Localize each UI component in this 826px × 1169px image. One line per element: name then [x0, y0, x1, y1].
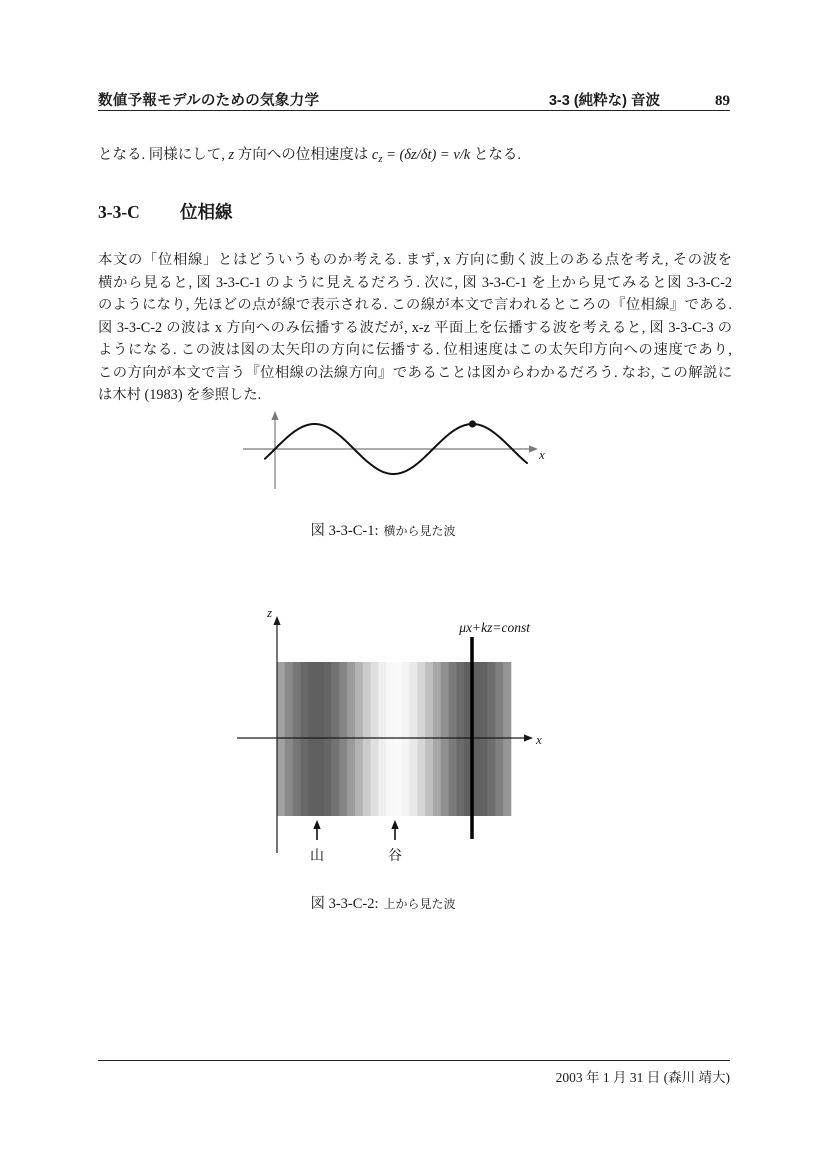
gradient-stripe: [449, 662, 457, 816]
section-heading: [98, 199, 233, 224]
header-left-title: 数値予報モデルのための気象力学: [98, 93, 320, 109]
intro-text-mid: 方向への位相速度は: [234, 147, 372, 163]
fig1-x-axis-arrow-icon: [529, 445, 538, 452]
math-var-z: z: [228, 147, 235, 163]
gradient-stripe: [285, 662, 293, 816]
gradient-stripe: [456, 662, 464, 816]
figure-sine-wave: [240, 407, 550, 507]
fig2-x-axis-arrow-icon: [524, 734, 533, 741]
gradient-stripe: [480, 662, 488, 816]
section-title: 位相線: [180, 202, 233, 222]
gradient-stripe: [503, 662, 511, 816]
intro-paragraph: [98, 145, 738, 170]
gradient-stripe: [402, 662, 410, 816]
page-header: [98, 89, 730, 110]
figure-top-view-wave: [230, 603, 550, 871]
trough-arrow-icon: [391, 820, 398, 829]
body-line: 横から見ると, 図 3-3-C-1 のように見えるだろう. 次に, 図 3-3-C-1 を上から見てみると図 3-3-C-2: [98, 274, 732, 291]
gradient-stripe: [386, 662, 394, 816]
peak-label: 山: [310, 847, 324, 863]
math-var-c: c: [371, 147, 379, 163]
intro-text-pre: となる. 同様にして,: [98, 147, 229, 163]
gradient-stripe: [363, 662, 371, 816]
gradient-stripe: [339, 662, 347, 816]
math-sub-z: z: [378, 154, 383, 165]
math-equation: = (δz/δt) = ν/k: [382, 147, 471, 163]
section-number: 3-3-C: [98, 202, 140, 222]
gradient-stripe: [277, 662, 285, 816]
figure1-caption-text: 横から見た波: [383, 524, 456, 538]
gradient-stripe: [394, 662, 402, 816]
body-line: は木村 (1983) を参照した.: [98, 387, 262, 403]
header-right: [549, 89, 730, 110]
fig2-z-axis-label: z: [266, 605, 272, 620]
body-line: この方向が本文で言う『位相線の法線方向』であることは図からわかるだろう. なお, この解説に: [98, 364, 732, 381]
page-number: 89: [715, 93, 730, 109]
gradient-stripe: [293, 662, 301, 816]
fig2-x-axis-label: x: [536, 732, 542, 747]
gradient-stripe: [324, 662, 332, 816]
phase-line-label: μx+kz=const: [459, 620, 530, 635]
gradient-stripe: [308, 662, 316, 816]
wave-point-dot: [469, 420, 476, 427]
body-paragraph: [98, 249, 732, 407]
figure2-caption: [243, 892, 523, 913]
header-rule: [98, 110, 730, 111]
gradient-stripe: [417, 662, 425, 816]
footer-rule: [98, 1060, 730, 1061]
footer-date: 2003 年 1 月 31 日 (森川 靖大): [555, 1070, 730, 1085]
gradient-stripe: [347, 662, 355, 816]
header-section-title: 3-3 (純粋な) 音波: [548, 93, 660, 109]
figure1-caption: [243, 519, 523, 540]
fig2-z-axis-arrow-icon: [273, 616, 280, 625]
gradient-stripe: [495, 662, 503, 816]
body-line: ようになる. この波は図の太矢印の方向に伝播する. 位相速度はこの太矢印方向への速度であり,: [98, 342, 732, 358]
body-line: 図 3-3-C-2 の波は x 方向へのみ伝播する波だが, x-z 平面上を伝播する波を考えると, 図 3-3-C-3 の: [98, 319, 732, 336]
fig1-x-axis-label: x: [539, 447, 545, 462]
gradient-stripe: [433, 662, 441, 816]
fig1-y-axis-arrow-icon: [271, 411, 278, 420]
gradient-stripe: [378, 662, 386, 816]
gradient-stripe: [410, 662, 418, 816]
gradient-stripe: [316, 662, 324, 816]
gradient-stripe: [371, 662, 379, 816]
gradient-stripe: [488, 662, 496, 816]
intro-text-post: となる.: [470, 147, 521, 163]
body-line: 本文の「位相線」とはどういうものか考える. まず, x 方向に動く波上のある点を考え, その波を: [98, 252, 732, 268]
gradient-stripe: [332, 662, 340, 816]
figure1-caption-label: 図 3-3-C-1:: [310, 523, 379, 539]
gradient-stripe: [425, 662, 433, 816]
figure2-caption-text: 上から見た波: [383, 897, 456, 911]
figure2-caption-label: 図 3-3-C-2:: [310, 896, 379, 912]
wave-gradient-band: [277, 662, 511, 816]
gradient-stripe: [300, 662, 308, 816]
peak-arrow-icon: [313, 820, 320, 829]
gradient-stripe: [355, 662, 363, 816]
trough-label: 谷: [388, 847, 402, 863]
gradient-stripe: [441, 662, 449, 816]
body-line: のようになり, 先ほどの点が線で表示される. この線が本文で言われるところの『位相線』である.: [98, 297, 732, 313]
